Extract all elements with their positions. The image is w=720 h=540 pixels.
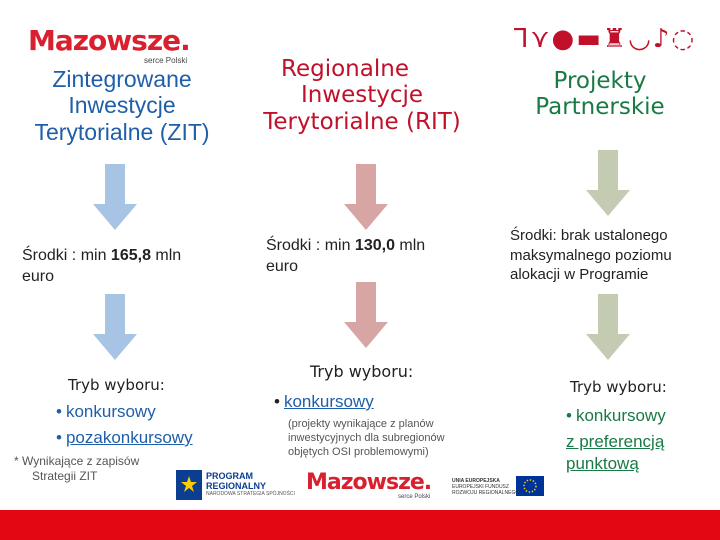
- eu-fund-label: UNIA EUROPEJSKA EUROPEJSKI FUNDUSZ ROZWOJU REGIONALNEGO: [452, 478, 520, 496]
- partners-option-preference: z preferencją: [566, 432, 665, 451]
- zit-arrow-down-icon-2: [93, 294, 137, 360]
- rit-funds: Środki : min 130,0 mln euro: [266, 237, 426, 275]
- zit-funds: Środki : min 165,8 mln euro: [22, 247, 182, 285]
- footer-mazowsze-tagline: serce Polski: [398, 494, 431, 500]
- partners-arrow-down-icon-2: [586, 294, 630, 360]
- rit-arrow-down-icon: [344, 164, 388, 230]
- footer-red-bar: [0, 510, 720, 540]
- footer-mazowsze-logo: Mazowsze.: [306, 470, 432, 495]
- rit-title: Regionalne Inwestycje Terytorialne (RIT): [263, 56, 461, 135]
- partners-option-konkursowy: • konkursowy: [566, 406, 666, 425]
- rit-arrow-down-icon-2: [344, 282, 388, 348]
- rit-option-konkursowy: • konkursowy: [274, 392, 374, 411]
- zit-option-pozakonkursowy: • pozakonkursowy: [56, 428, 193, 447]
- eu-flag-icon: [516, 476, 544, 496]
- partners-title: Projekty Partnerskie: [535, 68, 665, 121]
- rit-selection-label: Tryb wyboru:: [310, 362, 414, 381]
- partners-funds: Środki: brak ustalonego maksymalnego poziomu alokacji w Programie: [510, 227, 672, 283]
- zit-footnote: * Wynikające z zapisów Strategii ZIT: [14, 454, 140, 483]
- partner-logo: ꓶ⋎●▬♜◡♪◌: [514, 24, 697, 54]
- zit-option-konkursowy: • konkursowy: [56, 402, 156, 421]
- rit-note: (projekty wynikające z planów inwestycyjnych dla subregionów objętych OSI problemowymi): [288, 418, 445, 458]
- partners-arrow-down-icon: [586, 150, 630, 216]
- partners-selection-label: Tryb wyboru:: [570, 378, 667, 396]
- mazowsze-logo: Mazowsze.: [28, 24, 190, 57]
- program-regionalny-logo: PROGRAM REGIONALNY NARODOWA STRATEGIA SPÓJNOŚCI: [206, 471, 295, 497]
- zit-selection-label: Tryb wyboru:: [68, 376, 165, 394]
- zit-arrow-down-icon: [93, 164, 137, 230]
- partners-option-points: punktową: [566, 454, 639, 473]
- zit-title: Zintegrowane Inwestycje Terytorialne (ZIT): [34, 66, 210, 145]
- mazowsze-tagline: serce Polski: [144, 56, 188, 65]
- program-regionalny-star-icon: [176, 470, 202, 500]
